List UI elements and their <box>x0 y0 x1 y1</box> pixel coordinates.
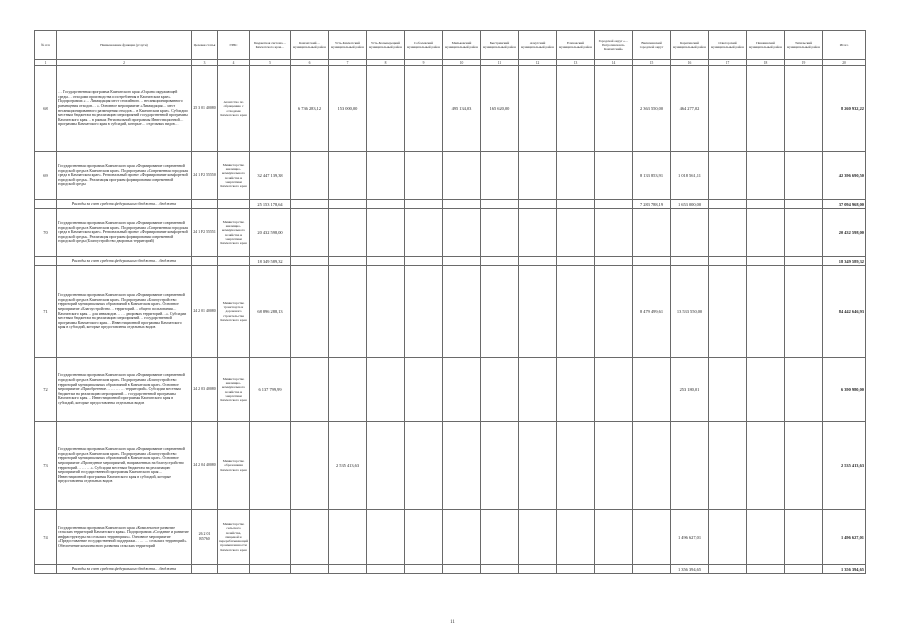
amount-cell: 2 363 550,00 <box>633 66 671 152</box>
header-region: Бюджетная система… Камчатского края… <box>250 31 291 60</box>
amount-cell: 25 153 178,64 <box>250 200 291 209</box>
program-name: Государственная программа Камчатского края «Формирование современной городской среды в Камчатском крае». Подпрограмма «Благоустройство территорий муниципальных образований в Камчатском крае». Основное мероприятие «Проведение мероприятий, направленных на благоустройство территорий… … …». Субсидии местным бюджетам на реализацию мероприятий государственной программы Камчатского края… Инвестиционной программы Камчатского края в субсидий, которые предоставлены отдельных видов <box>57 422 192 510</box>
target-article-code: 24 2 01 40080 <box>192 266 218 358</box>
amount-cell <box>785 266 823 358</box>
amount-cell <box>443 209 481 257</box>
row-number: 74 <box>35 510 57 565</box>
amount-cell <box>519 257 557 266</box>
header-region: Елизовский муниципальный район <box>557 31 595 60</box>
header-region: Пенжинский муниципальный район <box>747 31 785 60</box>
column-number-cell: 2 <box>57 60 192 66</box>
amount-cell <box>709 209 747 257</box>
amount-cell <box>709 266 747 358</box>
amount-cell <box>367 152 405 200</box>
amount-cell <box>747 209 785 257</box>
amount-cell <box>595 200 633 209</box>
column-number-cell: 8 <box>367 60 405 66</box>
amount-cell <box>633 257 671 266</box>
row-number: 68 <box>35 66 57 152</box>
target-article-code: 26 2 01 R5760 <box>192 510 218 565</box>
amount-cell: 18 349 589,32 <box>250 257 291 266</box>
target-article-code <box>192 257 218 266</box>
amount-cell <box>671 209 709 257</box>
header-name: Наименование функции (услуги) <box>57 31 192 60</box>
amount-cell <box>329 152 367 200</box>
column-number-cell: 19 <box>785 60 823 66</box>
amount-cell <box>519 152 557 200</box>
amount-cell <box>481 200 519 209</box>
column-number-cell: 4 <box>218 60 250 66</box>
amount-cell <box>291 209 329 257</box>
amount-cell <box>709 200 747 209</box>
column-number-cell: 14 <box>595 60 633 66</box>
amount-cell: 1 018 561,11 <box>671 152 709 200</box>
column-number-cell: 3 <box>192 60 218 66</box>
column-number-cell: 10 <box>443 60 481 66</box>
total-cell: 8 260 932,22 <box>823 66 866 152</box>
grbs-name <box>218 200 250 209</box>
program-row <box>35 422 866 510</box>
amount-cell <box>595 422 633 510</box>
amount-cell <box>405 152 443 200</box>
column-number-cell: 18 <box>747 60 785 66</box>
header-region: Усть-Камчатский муниципальный район <box>329 31 367 60</box>
program-name: Государственная программа Камчатского края «Комплексное развитие сельских территорий Камчатского края». Подпрограмма «Создание и развитие инфраструктуры на сельских территориях». Основное мероприятие «Предоставление государственной поддержки… … … сельских территорий». Обеспечение комплексного развития сельских территорий <box>57 510 192 565</box>
row-number <box>35 200 57 209</box>
total-cell: 18 349 589,32 <box>823 257 866 266</box>
grbs-name <box>218 257 250 266</box>
grbs-name: Министерство жилищно-коммунального хозяйства и энергетики Камчатского края <box>218 209 250 257</box>
amount-cell <box>481 266 519 358</box>
amount-cell <box>519 422 557 510</box>
amount-cell <box>443 200 481 209</box>
amount-cell <box>443 257 481 266</box>
page-number: 11 <box>450 620 455 625</box>
amount-cell <box>519 200 557 209</box>
program-name: Государственная программа Камчатского края «Формирование современной городской среды в Камчатском крае». Подпрограмма «Современная городская среда в Камчатском крае». Региональный проект «Формирование комфортной городской среды». Реализация программ формирования современной городской среды (Благоустройство дворовых территорий) <box>57 209 192 257</box>
header-region: Олюторский муниципальный район <box>709 31 747 60</box>
amount-cell: 495 134,03 <box>443 66 481 152</box>
column-number-cell: 11 <box>481 60 519 66</box>
amount-cell <box>519 358 557 422</box>
grbs-name: Министерство жилищно-коммунального хозяйства и энергетики Камчатского края <box>218 358 250 422</box>
header-region: Тигильский муниципальный район <box>785 31 823 60</box>
program-name: … Государственная программа Камчатского края «Охрана окружающей среды… отходами производства и потребления в Камчатском крае». Подпрограмма «… Ликвидация мест стихийного… несанкционированного размещения отходов… ». Основное мероприятие «Ликвидация… мест несанкционированного размещения отходов… в Камчатском крае». Субсидии местным бюджетам на реализацию мероприятий государственной программы Камчатского края… в рамках Региональной программы Инвестиционной… программы Камчатского края в субсидий, которые… отдельных видов… <box>57 66 192 152</box>
amount-cell: 253 180,01 <box>671 358 709 422</box>
amount-cell <box>291 358 329 422</box>
column-number-cell: 12 <box>519 60 557 66</box>
amount-cell <box>405 510 443 565</box>
amount-cell <box>250 66 291 152</box>
amount-cell <box>443 152 481 200</box>
amount-cell: 13 533 550,00 <box>671 266 709 358</box>
amount-cell <box>633 422 671 510</box>
amount-cell <box>785 358 823 422</box>
amount-cell <box>329 266 367 358</box>
total-cell: 37 094 968,00 <box>823 200 866 209</box>
amount-cell <box>367 358 405 422</box>
amount-cell <box>443 358 481 422</box>
grbs-name <box>218 565 250 574</box>
column-number-cell: 13 <box>557 60 595 66</box>
program-row <box>35 510 866 565</box>
amount-cell <box>405 200 443 209</box>
amount-cell <box>557 266 595 358</box>
amount-cell <box>519 66 557 152</box>
amount-cell <box>595 66 633 152</box>
subtotal-label: Расходы за счет средств федерального бюджета… бюджета <box>57 200 192 209</box>
amount-cell <box>747 358 785 422</box>
amount-cell <box>557 358 595 422</box>
subtotal-row <box>35 257 866 266</box>
amount-cell <box>405 66 443 152</box>
amount-cell <box>443 266 481 358</box>
amount-cell <box>291 565 329 574</box>
amount-cell <box>671 257 709 266</box>
header-grbs: ГРБС <box>218 31 250 60</box>
program-name: Государственная программа Камчатского края «Формирование современной городской среды в Камчатском крае». Подпрограмма «Благоустройство территорий муниципальных образований в Камчатском крае». Основное мероприятие «Благоустройство… территорий… общего пользования… Камчатского края… для инвалидов… … дворовых территорий…». Субсидии местным бюджетам на реализацию мероприятий… государственной программы Камчатского края… Инвестиционной программы Камчатского края в субсидий, которые предоставлены отдельных видов <box>57 266 192 358</box>
amount-cell <box>557 152 595 200</box>
amount-cell <box>329 200 367 209</box>
row-number: 73 <box>35 422 57 510</box>
amount-cell <box>481 152 519 200</box>
amount-cell <box>329 510 367 565</box>
column-number-cell: 15 <box>633 60 671 66</box>
program-row <box>35 209 866 257</box>
target-article-code: 24 1 F2 55550 <box>192 152 218 200</box>
row-number: 72 <box>35 358 57 422</box>
amount-cell <box>291 266 329 358</box>
amount-cell <box>557 200 595 209</box>
amount-cell <box>405 422 443 510</box>
program-row <box>35 66 866 152</box>
amount-cell <box>367 257 405 266</box>
amount-cell <box>519 266 557 358</box>
amount-cell <box>367 510 405 565</box>
amount-cell: 7 283 788,19 <box>633 200 671 209</box>
amount-cell <box>709 66 747 152</box>
amount-cell <box>481 510 519 565</box>
amount-cell <box>785 510 823 565</box>
amount-cell: 68 896 288,13 <box>250 266 291 358</box>
program-row <box>35 152 866 200</box>
amount-cell: 6 137 799,99 <box>250 358 291 422</box>
total-cell: 1 356 394,65 <box>823 565 866 574</box>
amount-cell <box>405 266 443 358</box>
grbs-name: Агентство по обращению с отходами Камчатского края <box>218 66 250 152</box>
amount-cell: 153 000,00 <box>329 66 367 152</box>
amount-cell <box>443 510 481 565</box>
amount-cell <box>785 422 823 510</box>
amount-cell <box>481 565 519 574</box>
amount-cell <box>291 200 329 209</box>
header-num: № п/п <box>35 31 57 60</box>
amount-cell <box>709 422 747 510</box>
amount-cell <box>747 510 785 565</box>
header-region: Усть-Большерецкий муниципальный район <box>367 31 405 60</box>
header-region: Городской округ «… Петропавловск-Камчатский» <box>595 31 633 60</box>
amount-cell <box>633 358 671 422</box>
grbs-name: Министерство транспорта и дорожного строительства Камчатского края <box>218 266 250 358</box>
header-region: Карагинский муниципальный район <box>671 31 709 60</box>
grbs-name: Министерство образования Камчатского края <box>218 422 250 510</box>
amount-cell <box>443 565 481 574</box>
header-region: Быстринский муниципальный район <box>481 31 519 60</box>
amount-cell <box>557 422 595 510</box>
amount-cell: 8 133 853,91 <box>633 152 671 200</box>
amount-cell <box>747 266 785 358</box>
amount-cell <box>747 200 785 209</box>
amount-cell <box>405 257 443 266</box>
target-article-code: 24 2 04 40080 <box>192 422 218 510</box>
row-number <box>35 565 57 574</box>
amount-cell <box>785 257 823 266</box>
column-number-cell: 1 <box>35 60 57 66</box>
amount-cell <box>785 209 823 257</box>
column-number-cell: 17 <box>709 60 747 66</box>
header-region: Камчатский… муниципальный район <box>291 31 329 60</box>
amount-cell: 8 479 499,61 <box>633 266 671 358</box>
target-article-code: 24 2 03 40080 <box>192 358 218 422</box>
amount-cell: 1 496 627,01 <box>671 510 709 565</box>
header-region: Соболевский муниципальный район <box>405 31 443 60</box>
amount-cell <box>557 257 595 266</box>
amount-cell <box>633 209 671 257</box>
column-number-cell: 5 <box>250 60 291 66</box>
grbs-name: Министерство жилищно-коммунального хозяйства и энергетики Камчатского края <box>218 152 250 200</box>
amount-cell <box>709 565 747 574</box>
budget-table-sheet <box>34 30 864 574</box>
amount-cell <box>367 209 405 257</box>
amount-cell <box>481 422 519 510</box>
amount-cell: 20 432 598,00 <box>250 209 291 257</box>
amount-cell: 464 277,02 <box>671 66 709 152</box>
amount-cell <box>367 66 405 152</box>
header-region: Алеутский муниципальный район <box>519 31 557 60</box>
row-number: 69 <box>35 152 57 200</box>
total-cell: 20 432 598,00 <box>823 209 866 257</box>
amount-cell <box>519 510 557 565</box>
amount-cell <box>367 422 405 510</box>
column-number-cell: 16 <box>671 60 709 66</box>
amount-cell <box>250 565 291 574</box>
amount-cell <box>250 422 291 510</box>
amount-cell <box>329 358 367 422</box>
amount-cell <box>519 209 557 257</box>
amount-cell <box>329 257 367 266</box>
amount-cell <box>785 200 823 209</box>
row-number <box>35 257 57 266</box>
amount-cell <box>291 422 329 510</box>
amount-cell <box>557 66 595 152</box>
amount-cell <box>785 565 823 574</box>
amount-cell <box>405 565 443 574</box>
amount-cell <box>329 209 367 257</box>
target-article-code <box>192 565 218 574</box>
target-article-code <box>192 200 218 209</box>
amount-cell <box>709 257 747 266</box>
amount-cell <box>595 266 633 358</box>
amount-cell <box>595 565 633 574</box>
amount-cell <box>709 358 747 422</box>
program-name: Государственная программа Камчатского края «Формирование современной городской среды в Камчатском крае». Подпрограмма «Современная городская среда в Камчатском крае». Региональный проект «Формирование комфортной городской среды». Реализация программ формирования современной городской среды <box>57 152 192 200</box>
total-cell: 84 442 646,93 <box>823 266 866 358</box>
amount-cell <box>557 510 595 565</box>
amount-cell <box>405 209 443 257</box>
header-code: Целевая статья <box>192 31 218 60</box>
amount-cell <box>709 510 747 565</box>
amount-cell <box>481 358 519 422</box>
amount-cell <box>291 152 329 200</box>
amount-cell <box>481 257 519 266</box>
header-region: Вилючинский городской округ <box>633 31 671 60</box>
amount-cell <box>443 422 481 510</box>
amount-cell <box>557 209 595 257</box>
program-row <box>35 266 866 358</box>
amount-cell <box>747 565 785 574</box>
grbs-name: Министерство сельского хозяйства, пищевой и перерабатывающей промышленности Камчатского края <box>218 510 250 565</box>
amount-cell: 1 653 000,00 <box>671 200 709 209</box>
program-row <box>35 358 866 422</box>
target-article-code: 25 3 01 40080 <box>192 66 218 152</box>
amount-cell <box>595 152 633 200</box>
amount-cell <box>367 266 405 358</box>
amount-cell <box>367 565 405 574</box>
row-number: 71 <box>35 266 57 358</box>
amount-cell <box>250 510 291 565</box>
total-cell: 6 390 980,00 <box>823 358 866 422</box>
table-header-row <box>35 31 866 60</box>
header-region: Мильковский муниципальный район <box>443 31 481 60</box>
total-cell: 42 396 690,50 <box>823 152 866 200</box>
amount-cell <box>595 358 633 422</box>
subtotal-label: Расходы за счет средств федерального бюджета… бюджета <box>57 565 192 574</box>
column-number-cell: 6 <box>291 60 329 66</box>
amount-cell: 1 356 394,65 <box>671 565 709 574</box>
column-number-cell: 7 <box>329 60 367 66</box>
amount-cell <box>519 565 557 574</box>
amount-cell <box>481 209 519 257</box>
amount-cell <box>405 358 443 422</box>
subtotal-label: Расходы за счет средств федерального бюджета… бюджета <box>57 257 192 266</box>
amount-cell <box>747 66 785 152</box>
total-cell: 2 535 413,63 <box>823 422 866 510</box>
amount-cell <box>785 66 823 152</box>
amount-cell: 32 447 139,38 <box>250 152 291 200</box>
amount-cell <box>595 510 633 565</box>
amount-cell <box>785 152 823 200</box>
budget-allocation-table <box>34 30 866 574</box>
amount-cell <box>291 257 329 266</box>
amount-cell <box>747 257 785 266</box>
amount-cell <box>709 152 747 200</box>
amount-cell <box>747 152 785 200</box>
subtotal-row <box>35 565 866 574</box>
program-name: Государственная программа Камчатского края «Формирование современной городской среды в Камчатском крае». Подпрограмма «Благоустройство территорий муниципальных образований в Камчатском крае». Основное мероприятие «Приобретение… … … … территорий». Субсидии местным бюджетам на реализацию мероприятий… государственной программы Камчатского края… Инвестиционной программы Камчатского края в субсидий, которые предоставлены отдельных видов <box>57 358 192 422</box>
amount-cell: 6 736 283,12 <box>291 66 329 152</box>
amount-cell <box>671 422 709 510</box>
amount-cell <box>595 257 633 266</box>
header-total: Итого <box>823 31 866 60</box>
row-number: 70 <box>35 209 57 257</box>
column-number-cell: 20 <box>823 60 866 66</box>
amount-cell <box>329 565 367 574</box>
subtotal-row <box>35 200 866 209</box>
column-number-cell: 9 <box>405 60 443 66</box>
amount-cell <box>633 510 671 565</box>
amount-cell <box>291 510 329 565</box>
amount-cell <box>557 565 595 574</box>
amount-cell <box>633 565 671 574</box>
amount-cell: 165 620,00 <box>481 66 519 152</box>
amount-cell <box>595 209 633 257</box>
amount-cell <box>747 422 785 510</box>
target-article-code: 24 1 F2 55551 <box>192 209 218 257</box>
amount-cell: 2 535 413,63 <box>329 422 367 510</box>
total-cell: 1 496 627,01 <box>823 510 866 565</box>
amount-cell <box>367 200 405 209</box>
